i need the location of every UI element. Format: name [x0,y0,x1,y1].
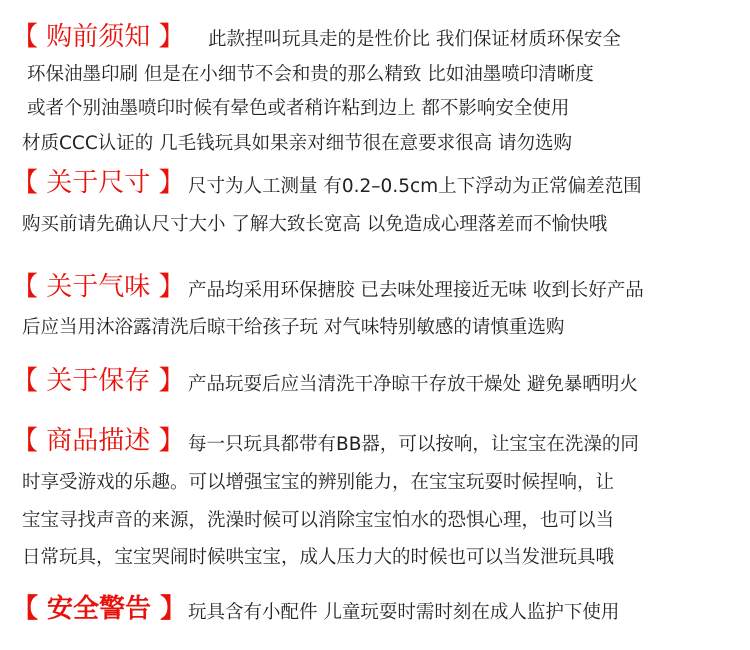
section-line: 材质CCC认证的 几毛钱玩具如果亲对细节很在意要求很高 请勿选购 [22,133,573,154]
section-tag-product-description: 【 商品描述 】 [12,426,185,456]
section-line: 此款捏叫玩具走的是性价比 我们保证材质环保安全 [208,29,621,50]
section-line: 时享受游戏的乐趣。可以增强宝宝的辨别能力，在宝宝玩耍时候捏响，让 [22,472,615,493]
section-tag-about-odor: 【 关于气味 】 [12,272,185,302]
section-line: 玩具含有小配件 儿童玩耍时需时刻在成人监护下使用 [188,602,620,623]
section-line: 购买前请先确认尺寸大小 了解大致长宽高 以免造成心理落差而不愉快哦 [22,214,608,235]
section-tag-pre-purchase: 【 购前须知 】 [12,22,185,52]
section-line: 产品玩耍后应当清洗干净晾干存放干燥处 避免暴晒明火 [188,374,638,395]
section-line: 尺寸为人工测量 有0.2–0.5cm上下浮动为正常偏差范围 [188,176,642,197]
section-tag-about-size: 【 关于尺寸 】 [12,168,185,198]
section-line: 产品均采用环保搪胶 已去味处理接近无味 收到长好产品 [188,280,644,301]
section-line: 后应当用沐浴露清洗后晾干给孩子玩 对气味特别敏感的请慎重选购 [22,317,565,338]
section-line: 日常玩具，宝宝哭闹时候哄宝宝，成人压力大的时候也可以当发泄玩具哦 [22,547,615,568]
section-line: 环保油墨印刷 但是在小细节不会和贵的那么精致 比如油墨喷印清晰度 [27,64,594,85]
section-line: 或者个别油墨喷印时候有晕色或者稍许粘到边上 都不影响安全使用 [27,98,570,119]
section-tag-safety-warning: 【 安全警告 】 [12,594,187,624]
section-line: 宝宝寻找声音的来源，洗澡时候可以消除宝宝怕水的恐惧心理，也可以当 [22,510,615,531]
section-line: 每一只玩具都带有BB器，可以按响，让宝宝在洗澡的同 [188,434,639,455]
section-tag-about-storage: 【 关于保存 】 [12,366,185,396]
